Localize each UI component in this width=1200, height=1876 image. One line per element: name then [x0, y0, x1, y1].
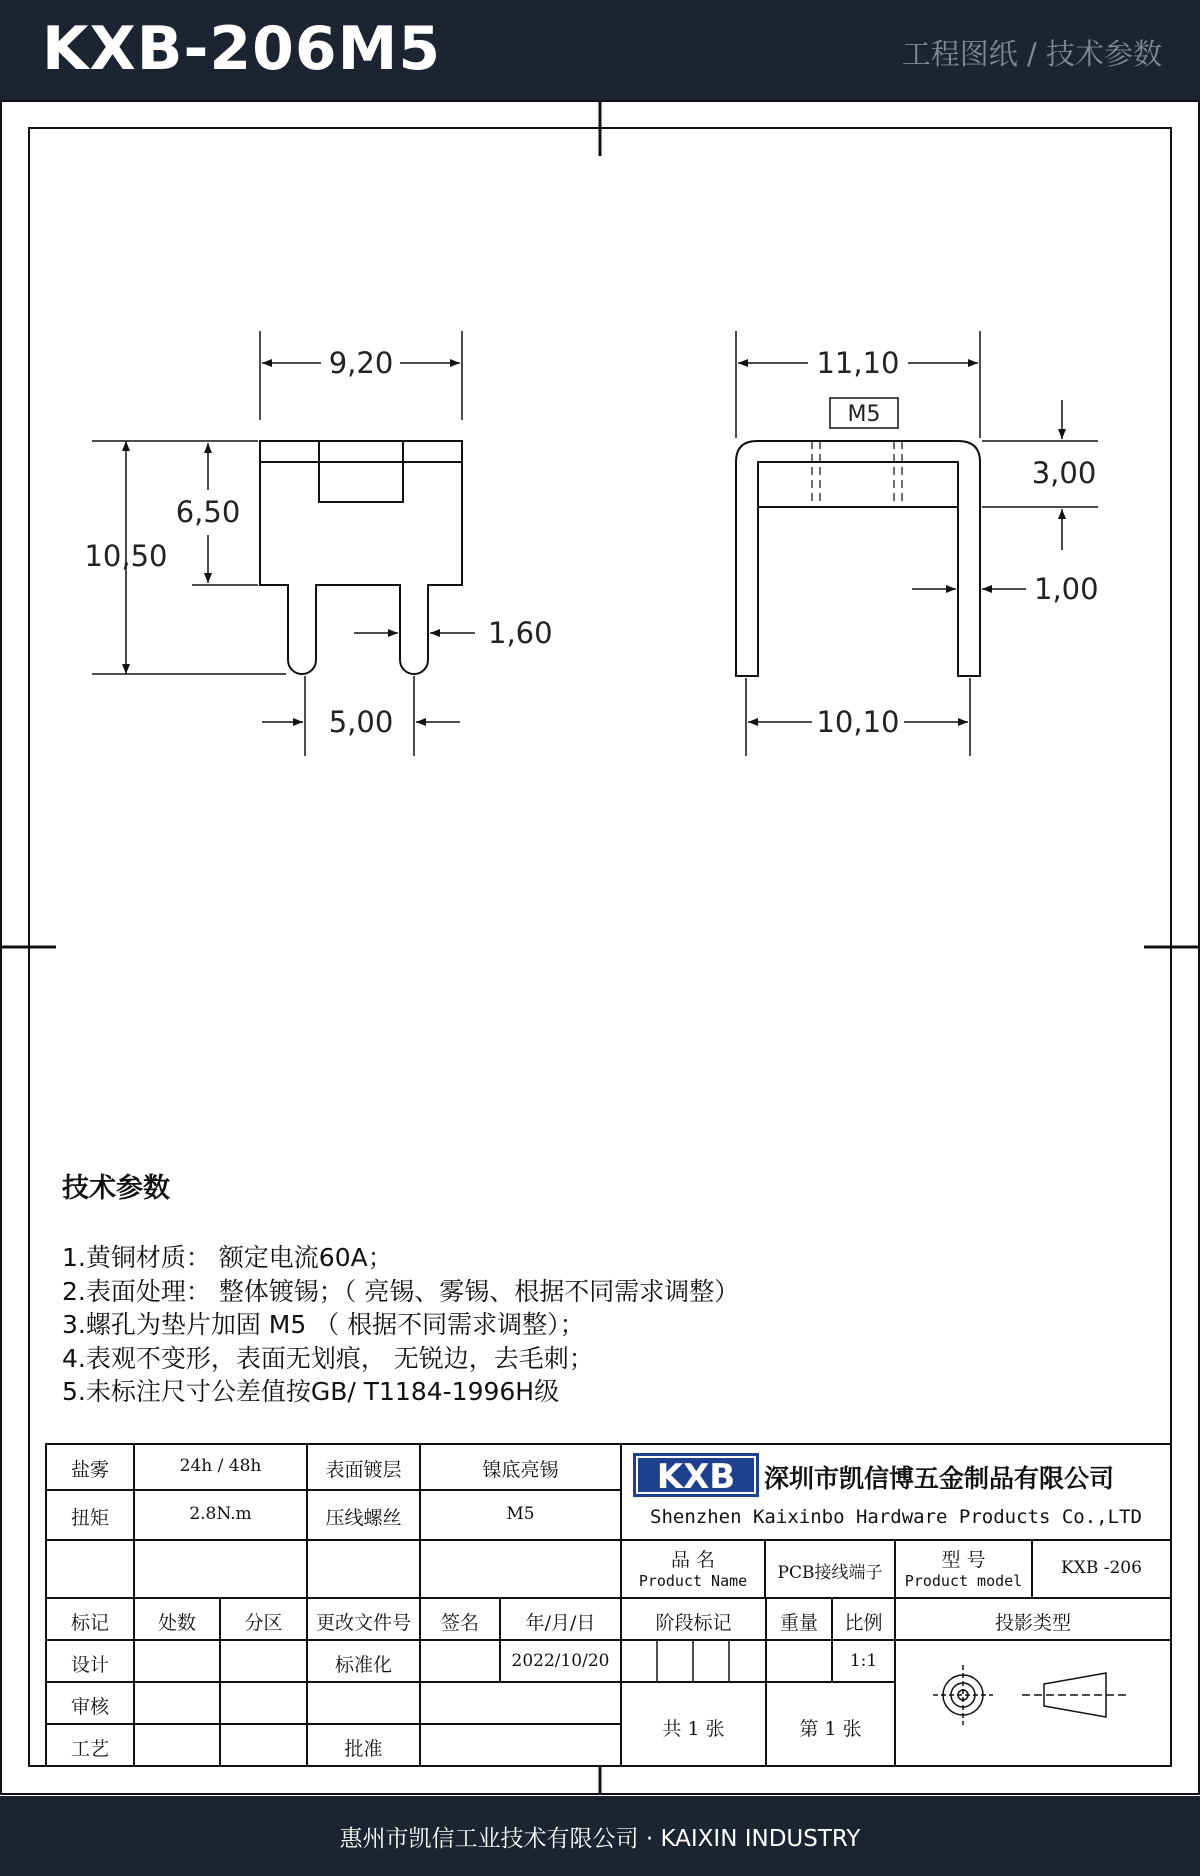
front-view-dimension-labels — [84, 346, 552, 739]
dim-height-6-50: 6,50 — [175, 495, 241, 529]
dim-thickness-3-00: 3,00 — [1031, 456, 1097, 490]
header-change-doc: 更改文件号 — [315, 1612, 411, 1634]
note-line: 3.螺孔为垫片加固 M5 （ 根据不同需求调整）； — [62, 1310, 585, 1339]
torque-label: 扭矩 — [70, 1507, 109, 1529]
m5-label: M5 — [847, 402, 881, 427]
plating-label: 表面镀层 — [325, 1459, 402, 1481]
model-cn: 型 号 — [941, 1549, 986, 1571]
salt-spray-label: 盐雾 — [70, 1459, 109, 1481]
dim-width-11-10: 11,10 — [816, 346, 900, 380]
note-line: 2.表面处理： 整体镀锡；（ 亮锡、雾锡、根据不同需求调整） — [62, 1276, 740, 1306]
header-count: 处数 — [157, 1612, 196, 1634]
dim-pin-1-60: 1,60 — [488, 616, 553, 650]
date-value: 2022/10/20 — [511, 1651, 610, 1671]
product-name-value: PCB接线端子 — [777, 1563, 883, 1583]
tech-notes — [62, 1166, 739, 1409]
front-view — [260, 441, 462, 674]
page-subtitle: 工程图纸 / 技术参数 — [901, 37, 1162, 71]
process-label: 工艺 — [70, 1738, 109, 1760]
sheet-number: 第 1 张 — [799, 1718, 862, 1740]
screw-label: 压线螺丝 — [325, 1507, 402, 1529]
note-line: 4.表观不变形，表面无划痕， 无锐边，去毛刺； — [62, 1343, 594, 1373]
header-mark: 标记 — [70, 1612, 109, 1634]
projection-symbol — [933, 1665, 1130, 1725]
scale-value: 1:1 — [849, 1651, 878, 1671]
salt-spray-value: 24h / 48h — [179, 1456, 262, 1476]
product-name-en: Product Name — [638, 1572, 748, 1590]
dim-height-10-50: 10,50 — [84, 539, 168, 573]
plating-value: 镍底亮锡 — [482, 1459, 559, 1481]
footer-text: 惠州市凯信工业技术有限公司 · KAIXIN INDUSTRY — [339, 1826, 861, 1852]
company-name-en: Shenzhen Kaixinbo Hardware Products Co.,LTD — [650, 1506, 1142, 1528]
model-en: Product model — [904, 1572, 1023, 1590]
scale-label: 比例 — [844, 1612, 883, 1634]
dim-wall-1-00: 1,00 — [1034, 572, 1099, 606]
kxb-logo — [633, 1453, 759, 1497]
product-name-cn: 品 名 — [670, 1549, 716, 1571]
note-line: 1.黄铜材质： 额定电流60A； — [62, 1243, 393, 1272]
company-name-cn: 深圳市凯信博五金制品有限公司 — [764, 1464, 1115, 1493]
approve-label: 批准 — [344, 1738, 383, 1760]
side-view — [736, 398, 980, 676]
dim-width-10-10: 10,10 — [816, 705, 900, 739]
side-view-hidden-lines — [812, 441, 902, 507]
sheets-total: 共 1 张 — [662, 1718, 725, 1740]
design-label: 设计 — [70, 1654, 109, 1676]
dim-width-9-20: 9,20 — [328, 346, 394, 380]
page-title: KXB-206M5 — [42, 14, 442, 84]
note-line: 5.未标注尺寸公差值按GB/ T1184-1996H级 — [62, 1377, 560, 1406]
header-zone: 分区 — [244, 1612, 283, 1634]
weight-label: 重量 — [779, 1612, 818, 1634]
model-value: KXB -206 — [1061, 1558, 1142, 1578]
review-label: 审核 — [70, 1696, 109, 1718]
standardization-label: 标准化 — [334, 1654, 392, 1676]
header-signature: 签名 — [440, 1612, 479, 1634]
side-view-dimensions — [736, 331, 1098, 756]
projection-label: 投影类型 — [994, 1612, 1071, 1634]
logo-text: KXB — [656, 1457, 736, 1497]
notes-title: 技术参数 — [62, 1173, 170, 1204]
screw-value: M5 — [506, 1504, 535, 1524]
stage-label: 阶段标记 — [655, 1612, 732, 1634]
torque-value: 2.8N.m — [189, 1504, 252, 1524]
dim-pitch-5-00: 5,00 — [328, 705, 394, 739]
header-date: 年/月/日 — [525, 1612, 596, 1634]
footer-bar — [0, 1796, 1200, 1876]
